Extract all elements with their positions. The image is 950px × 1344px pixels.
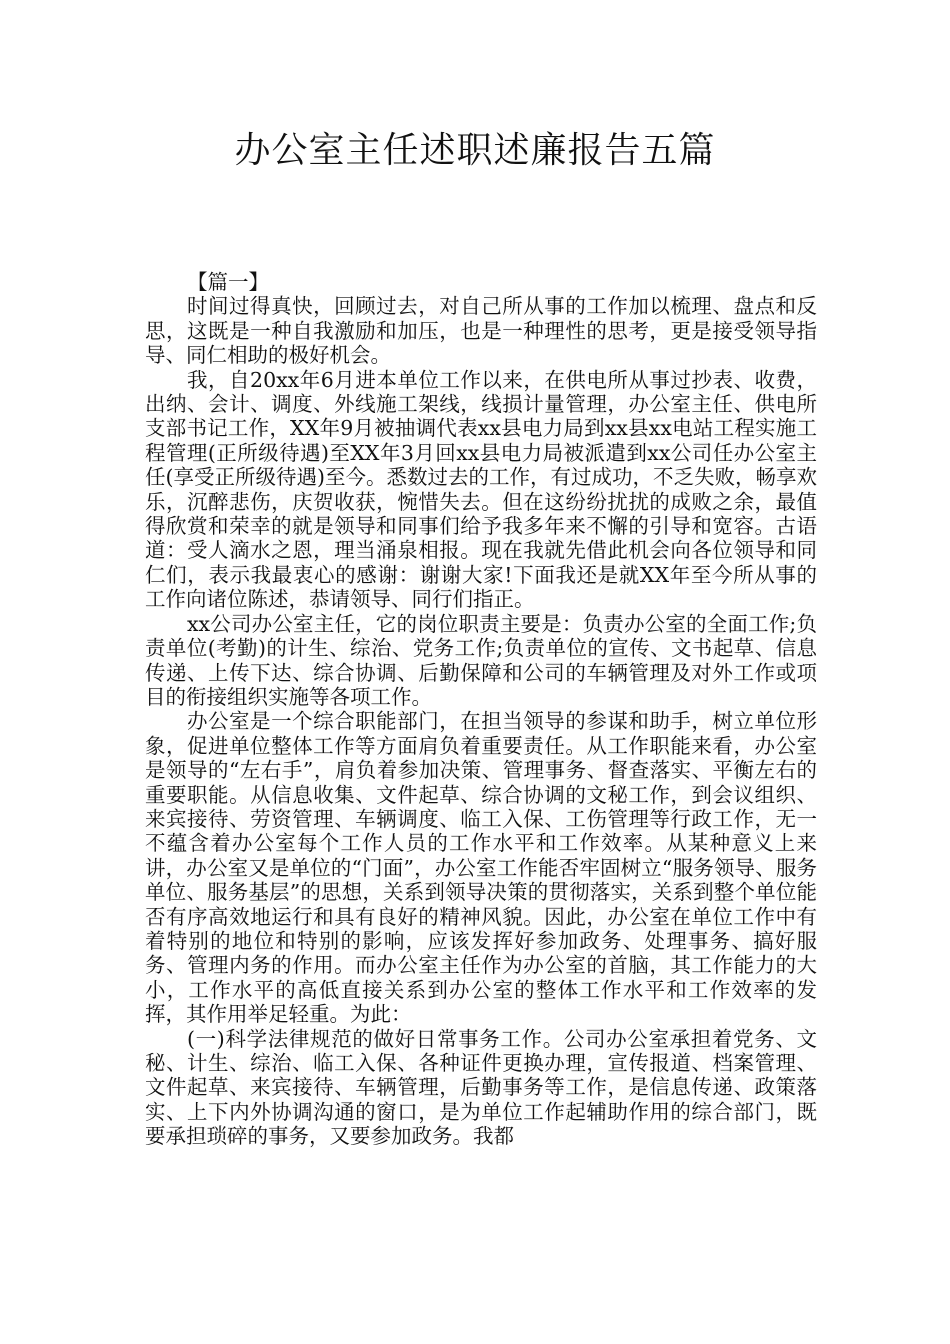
paragraph: 办公室是一个综合职能部门，在担当领导的参谋和助手，树立单位形象，促进单位整体工作等方面肩负着重要责任。从工作职能来看，办公室是领导的“左右手”，肩负着参加决策、管理事务、督查落实、平衡左右的重要职能。从信息收集、文件起草、综合协调的文秘工作，到会议组织、来宾接待、劳资管理、车辆调度、临工入保、工伤管理等行政工作，无一不蕴含着办公室每个工作人员的工作水平和工作效率。从某种意义上来讲，办公室又是单位的“门面”，办公室工作能否牢固树立“服务领导、服务单位、服务基层”的思想，关系到领导决策的贯彻落实，关系到整个单位能否有序高效地运行和具有良好的精神风貌。因此，办公室在单位工作中有着特别的地位和特别的影响，应该发挥好参加政务、处理事务、搞好服务、管理内务的作用。而办公室主任作为办公室的首脑，其工作能力的大小，工作水平的高低直接关系到办公室的整体工作水平和工作效率的发挥，其作用举足轻重。为此： xyxy=(145,709,817,1027)
section-label: 【篇一】 xyxy=(187,270,269,294)
document-title: 办公室主任述职述廉报告五篇 xyxy=(234,130,716,171)
paragraph: xx公司办公室主任，它的岗位职责主要是：负责办公室的全面工作;负责单位(考勤)的计生、综治、党务工作;负责单位的宣传、文书起草、信息传递、上传下达、综合协调、后勤保障和公司的车辆管理及对外工作或项目的衔接组织实施等各项工作。 xyxy=(145,611,817,709)
paragraph: 时间过得真快，回顾过去，对自己所从事的工作加以梳理、盘点和反思，这既是一种自我激励和加压，也是一种理性的思考，更是接受领导指导、同仁相助的极好机会。 xyxy=(145,294,817,368)
document-body xyxy=(145,270,817,1149)
paragraph: 我，自20xx年6月进本单位工作以来，在供电所从事过抄表、收费，出纳、会计、调度、外线施工架线，线损计量管理，办公室主任、供电所支部书记工作，XX年9月被抽调代表xx县电力局到xx县xx电站工程实施工程管理(正所级待遇)至XX年3月回xx县电力局被派遣到xx公司任办公室主任(享受正所级待遇)至今。悉数过去的工作，有过成功，不乏失败，畅享欢乐，沉醉悲伤，庆贺收获，惋惜失去。但在这纷纷扰扰的成败之余，最值得欣赏和荣幸的就是领导和同事们给予我多年来不懈的引导和宽容。古语道：受人滴水之恩，理当涌泉相报。现在我就先借此机会向各位领导和同仁们，表示我最衷心的感谢：谢谢大家!下面我还是就XX年至今所从事的工作向诸位陈述，恭请领导、同行们指正。 xyxy=(145,367,817,612)
paragraph: (一)科学法律规范的做好日常事务工作。公司办公室承担着党务、文秘、计生、综治、临工入保、各种证件更换办理，宣传报道、档案管理、文件起草、来宾接待、车辆管理，后勤事务等工作，是信息传递、政策落实、上下内外协调沟通的窗口，是为单位工作起辅助作用的综合部门，既要承担琐碎的事务，又要参加政务。我都 xyxy=(145,1026,817,1149)
